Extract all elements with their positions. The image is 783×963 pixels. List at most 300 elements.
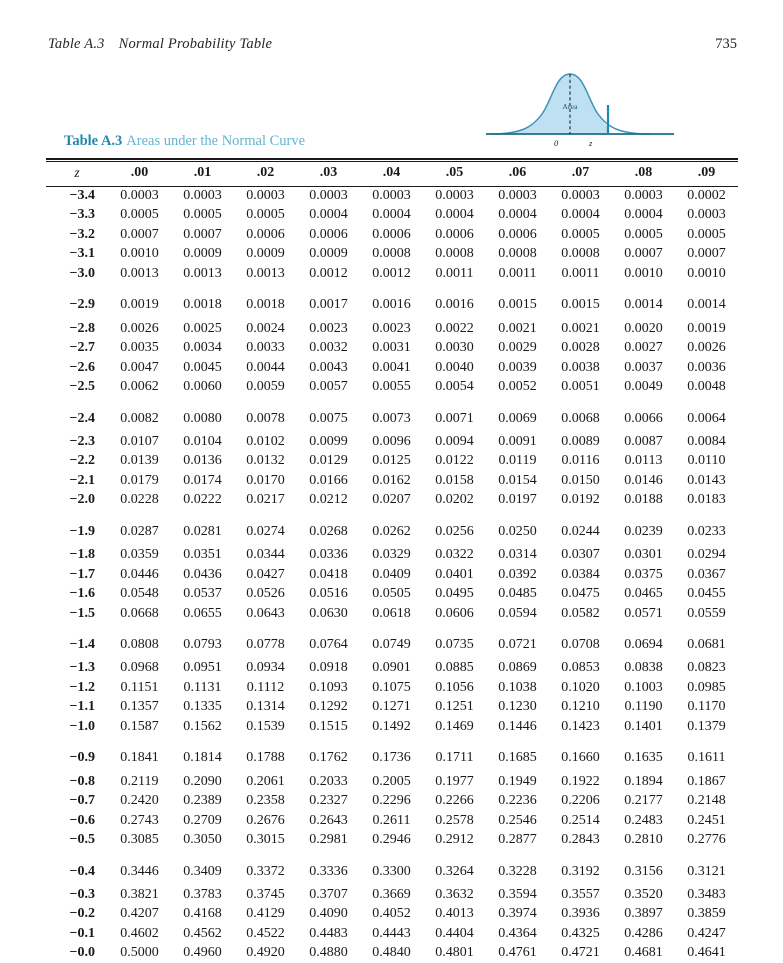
table-cell: 0.4129: [246, 906, 285, 922]
table-cell: 0.0071: [435, 410, 474, 426]
row-header-z: −0.4: [69, 863, 95, 879]
table-cell: 0.0104: [183, 433, 222, 449]
table-cell: 0.0019: [120, 297, 159, 313]
table-cell: 0.3520: [624, 886, 663, 902]
table-row: [46, 358, 738, 377]
table-cell: 0.1335: [183, 699, 222, 715]
table-cell: 0.0034: [183, 340, 222, 356]
table-cell: 0.0016: [372, 297, 411, 313]
table-cell: 0.4681: [624, 945, 663, 961]
table-cell: 0.0055: [372, 379, 411, 395]
table-cell: 0.0087: [624, 433, 663, 449]
table-cell: 0.0582: [561, 605, 600, 621]
table-cell: 0.0014: [687, 297, 726, 313]
table-cell: 0.0002: [687, 188, 726, 203]
table-cell: 0.2061: [246, 773, 285, 789]
table-cell: 0.0060: [183, 379, 222, 395]
table-cell: 0.0022: [435, 320, 474, 336]
table-cell: 0.0143: [687, 472, 726, 488]
table-cell: 0.1922: [561, 773, 600, 789]
table-cell: 0.1635: [624, 750, 663, 766]
table-cell: 0.0030: [435, 340, 474, 356]
table-cell: 0.0003: [246, 188, 285, 203]
table-cell: 0.1562: [183, 718, 222, 734]
table-cell: 0.0495: [435, 586, 474, 602]
table-cell: 0.0048: [687, 379, 726, 395]
table-cell: 0.0968: [120, 660, 159, 676]
table-cell: 0.0146: [624, 472, 663, 488]
table-cell: 0.2546: [498, 812, 537, 828]
normal-probability-table: [46, 158, 738, 963]
table-cell: 0.0004: [309, 207, 348, 223]
table-row: [46, 319, 738, 338]
table-cell: 0.1515: [309, 718, 348, 734]
table-cell: 0.0004: [435, 207, 474, 223]
table-cell: 0.0505: [372, 586, 411, 602]
table-cell: 0.0003: [435, 188, 474, 203]
normal-curve-figure: [484, 62, 680, 150]
table-cell: 0.0005: [624, 226, 663, 242]
table-cell: 0.1379: [687, 718, 726, 734]
table-cell: 0.0212: [309, 492, 348, 508]
table-cell: 0.1587: [120, 718, 159, 734]
table-cell: 0.1660: [561, 750, 600, 766]
table-cell: 0.0049: [624, 379, 663, 395]
table-cell: 0.0052: [498, 379, 537, 395]
column-header-05: .05: [445, 165, 464, 180]
table-cell: 0.3121: [687, 863, 726, 879]
table-cell: 0.1210: [561, 699, 600, 715]
table-row: [46, 717, 738, 736]
table-cell: 0.0359: [120, 547, 159, 563]
table-cell: 0.3446: [120, 863, 159, 879]
table-cell: 0.0367: [687, 566, 726, 582]
table-cell: 0.1685: [498, 750, 537, 766]
normal-probability-table-wrapper: [46, 158, 738, 963]
table-cell: 0.4090: [309, 906, 348, 922]
table-header-row: [46, 163, 738, 186]
table-row: [46, 338, 738, 357]
table-cell: 0.0073: [372, 410, 411, 426]
table-cell: 0.0749: [372, 637, 411, 652]
table-cell: 0.0018: [183, 297, 222, 313]
table-cell: 0.0009: [309, 246, 348, 262]
table-cell: 0.2877: [498, 832, 537, 848]
table-cell: 0.0446: [120, 566, 159, 582]
table-row: [46, 264, 738, 283]
table-cell: 0.0003: [687, 207, 726, 223]
table-cell: 0.4364: [498, 925, 537, 941]
table-cell: 0.3594: [498, 886, 537, 902]
table-row: [46, 924, 738, 943]
table-cell: 0.0401: [435, 566, 474, 582]
caption-title: Areas under the Normal Curve: [126, 133, 306, 149]
table-cell: 0.0179: [120, 472, 159, 488]
table-body: [46, 186, 738, 963]
table-cell: 0.0036: [687, 359, 726, 375]
table-cell: 0.0548: [120, 586, 159, 602]
table-cell: 0.1611: [687, 750, 726, 766]
table-caption: [64, 133, 305, 150]
table-cell: 0.0014: [624, 297, 663, 313]
table-cell: 0.2266: [435, 793, 474, 809]
table-cell: 0.0287: [120, 523, 159, 539]
table-cell: 0.0080: [183, 410, 222, 426]
table-cell: 0.4840: [372, 945, 411, 961]
table-cell: 0.0096: [372, 433, 411, 449]
table-cell: 0.4207: [120, 906, 159, 922]
column-header-03: .03: [319, 165, 338, 180]
table-cell: 0.0102: [246, 433, 285, 449]
table-cell: 0.0026: [120, 320, 159, 336]
table-cell: 0.2676: [246, 812, 285, 828]
table-cell: 0.0023: [372, 320, 411, 336]
table-cell: 0.0075: [309, 410, 348, 426]
table-cell: 0.0207: [372, 492, 411, 508]
table-cell: 0.0069: [498, 410, 537, 426]
table-cell: 0.1357: [120, 699, 159, 715]
table-cell: 0.1093: [309, 679, 348, 695]
table-cell: 0.4761: [498, 945, 537, 961]
table-cell: 0.1056: [435, 679, 474, 695]
table-cell: 0.1814: [183, 750, 222, 766]
table-cell: 0.0322: [435, 547, 474, 563]
table-cell: 0.0116: [561, 453, 600, 469]
table-cell: 0.0694: [624, 637, 663, 652]
table-row: [46, 584, 738, 603]
row-header-z: −2.5: [69, 379, 95, 395]
table-cell: 0.0250: [498, 523, 537, 539]
table-cell: 0.0007: [120, 226, 159, 242]
table-cell: 0.1949: [498, 773, 537, 789]
table-cell: 0.0132: [246, 453, 285, 469]
table-cell: 0.4483: [309, 925, 348, 941]
table-cell: 0.3821: [120, 886, 159, 902]
table-cell: 0.0336: [309, 547, 348, 563]
table-cell: 0.0314: [498, 547, 537, 563]
table-cell: 0.0068: [561, 410, 600, 426]
table-cell: 0.0005: [183, 207, 222, 223]
table-cell: 0.0057: [309, 379, 348, 395]
row-header-z: −1.6: [69, 586, 95, 602]
row-header-z: −0.1: [69, 925, 95, 941]
row-header-z: −2.7: [69, 340, 95, 356]
curve-z-label: z: [589, 138, 593, 148]
table-cell: 0.0013: [120, 265, 159, 281]
column-header-z: z: [74, 165, 80, 180]
column-header-07: .07: [571, 165, 590, 180]
table-row: [46, 604, 738, 623]
row-header-z: −1.4: [69, 637, 95, 652]
row-header-z: −1.2: [69, 679, 95, 695]
table-cell: 0.0015: [498, 297, 537, 313]
table-cell: 0.0217: [246, 492, 285, 508]
table-cell: 0.3336: [309, 863, 348, 879]
table-cell: 0.0009: [183, 246, 222, 262]
table-cell: 0.4247: [687, 925, 726, 941]
table-cell: 0.0059: [246, 379, 285, 395]
table-cell: 0.1131: [183, 679, 222, 695]
table-cell: 0.4168: [183, 906, 222, 922]
table-cell: 0.3974: [498, 906, 537, 922]
table-cell: 0.0004: [498, 207, 537, 223]
table-cell: 0.3783: [183, 886, 222, 902]
table-cell: 0.0262: [372, 523, 411, 539]
table-cell: 0.0012: [309, 265, 348, 281]
table-cell: 0.0778: [246, 637, 285, 652]
table-cell: 0.0375: [624, 566, 663, 582]
table-cell: 0.0099: [309, 433, 348, 449]
table-cell: 0.0031: [372, 340, 411, 356]
table-cell: 0.2389: [183, 793, 222, 809]
table-cell: 0.0051: [561, 379, 600, 395]
column-header-02: .02: [256, 165, 275, 180]
table-cell: 0.2743: [120, 812, 159, 828]
table-cell: 0.3632: [435, 886, 474, 902]
table-cell: 0.1230: [498, 699, 537, 715]
table-cell: 0.2358: [246, 793, 285, 809]
table-cell: 0.0351: [183, 547, 222, 563]
table-cell: 0.3050: [183, 832, 222, 848]
table-cell: 0.0005: [561, 226, 600, 242]
table-cell: 0.5000: [120, 945, 159, 961]
table-row: [46, 471, 738, 490]
table-cell: 0.0901: [372, 660, 411, 676]
table-cell: 0.0985: [687, 679, 726, 695]
table-cell: 0.0136: [183, 453, 222, 469]
table-cell: 0.2206: [561, 793, 600, 809]
table-cell: 0.0023: [309, 320, 348, 336]
table-cell: 0.0005: [687, 226, 726, 242]
table-top-double-rule: [46, 158, 738, 162]
table-row: [46, 205, 738, 224]
table-cell: 0.0010: [120, 246, 159, 262]
row-header-z: −1.3: [69, 660, 95, 676]
table-cell: 0.0011: [435, 265, 474, 281]
table-cell: 0.0256: [435, 523, 474, 539]
table-cell: 0.0021: [561, 320, 600, 336]
row-header-z: −3.3: [69, 207, 95, 223]
table-cell: 0.0025: [183, 320, 222, 336]
table-cell: 0.0166: [309, 472, 348, 488]
table-cell: 0.3669: [372, 886, 411, 902]
table-row: [46, 545, 738, 564]
table-row: [46, 850, 738, 885]
table-row: [46, 772, 738, 791]
table-cell: 0.0035: [120, 340, 159, 356]
table-cell: 0.0004: [624, 207, 663, 223]
table-cell: 0.4602: [120, 925, 159, 941]
table-cell: 0.0384: [561, 566, 600, 582]
table-cell: 0.0222: [183, 492, 222, 508]
table-cell: 0.0885: [435, 660, 474, 676]
caption-table-number: Table A.3: [64, 133, 123, 149]
table-cell: 0.0192: [561, 492, 600, 508]
table-cell: 0.2611: [372, 812, 411, 828]
table-cell: 0.0009: [246, 246, 285, 262]
table-cell: 0.0013: [183, 265, 222, 281]
table-cell: 0.1539: [246, 718, 285, 734]
table-cell: 0.0006: [246, 226, 285, 242]
table-row: [46, 244, 738, 263]
table-cell: 0.0020: [624, 320, 663, 336]
table-cell: 0.0951: [183, 660, 222, 676]
table-cell: 0.0537: [183, 586, 222, 602]
table-cell: 0.4404: [435, 925, 474, 941]
table-cell: 0.0066: [624, 410, 663, 426]
table-cell: 0.0571: [624, 605, 663, 621]
table-cell: 0.3859: [687, 906, 726, 922]
table-cell: 0.0721: [498, 637, 537, 652]
table-cell: 0.2451: [687, 812, 726, 828]
table-row: [46, 283, 738, 318]
table-cell: 0.1736: [372, 750, 411, 766]
table-cell: 0.0125: [372, 453, 411, 469]
table-row: [46, 658, 738, 677]
table-cell: 0.0027: [624, 340, 663, 356]
table-cell: 0.0010: [687, 265, 726, 281]
table-cell: 0.2709: [183, 812, 222, 828]
table-cell: 0.2327: [309, 793, 348, 809]
table-cell: 0.4522: [246, 925, 285, 941]
table-cell: 0.1151: [120, 679, 159, 695]
table-cell: 0.2643: [309, 812, 348, 828]
table-cell: 0.0918: [309, 660, 348, 676]
table-row: [46, 623, 738, 658]
table-cell: 0.2033: [309, 773, 348, 789]
table-cell: 0.0202: [435, 492, 474, 508]
table-cell: 0.1762: [309, 750, 348, 766]
table-cell: 0.1492: [372, 718, 411, 734]
table-cell: 0.0045: [183, 359, 222, 375]
table-cell: 0.0008: [561, 246, 600, 262]
table-cell: 0.0003: [561, 188, 600, 203]
column-header-04: .04: [382, 165, 401, 180]
table-cell: 0.2843: [561, 832, 600, 848]
row-header-z: −0.8: [69, 773, 95, 789]
table-cell: 0.1190: [624, 699, 663, 715]
table-row: [46, 490, 738, 509]
table-cell: 0.2483: [624, 812, 663, 828]
table-cell: 0.2420: [120, 793, 159, 809]
row-header-z: −0.7: [69, 793, 95, 809]
table-cell: 0.1446: [498, 718, 537, 734]
table-cell: 0.0113: [624, 453, 663, 469]
row-header-z: −2.4: [69, 410, 95, 426]
table-cell: 0.1894: [624, 773, 663, 789]
table-cell: 0.3372: [246, 863, 285, 879]
table-cell: 0.0344: [246, 547, 285, 563]
table-cell: 0.0043: [309, 359, 348, 375]
table-row: [46, 225, 738, 244]
row-header-z: −1.1: [69, 699, 95, 715]
table-cell: 0.0764: [309, 637, 348, 652]
table-cell: 0.1867: [687, 773, 726, 789]
table-cell: 0.0062: [120, 379, 159, 395]
table-cell: 0.1112: [246, 679, 285, 695]
table-row: [46, 736, 738, 771]
table-cell: 0.0708: [561, 637, 600, 652]
table-cell: 0.0643: [246, 605, 285, 621]
column-header-08: .08: [634, 165, 653, 180]
table-cell: 0.0233: [687, 523, 726, 539]
table-cell: 0.0418: [309, 566, 348, 582]
row-header-z: −1.7: [69, 566, 95, 582]
table-cell: 0.0032: [309, 340, 348, 356]
table-cell: 0.0793: [183, 637, 222, 652]
table-cell: 0.0006: [435, 226, 474, 242]
column-header-00: .00: [130, 165, 149, 180]
table-cell: 0.2912: [435, 832, 474, 848]
table-cell: 0.2946: [372, 832, 411, 848]
running-head-table-number: Table A.3: [48, 36, 105, 52]
row-header-z: −2.3: [69, 433, 95, 449]
row-header-z: −1.8: [69, 547, 95, 563]
table-cell: 0.0012: [372, 265, 411, 281]
table-cell: 0.0228: [120, 492, 159, 508]
table-cell: 0.0004: [561, 207, 600, 223]
table-cell: 0.0158: [435, 472, 474, 488]
table-cell: 0.0281: [183, 523, 222, 539]
table-row: [46, 830, 738, 849]
table-cell: 0.0307: [561, 547, 600, 563]
row-header-z: −3.1: [69, 246, 95, 262]
table-cell: 0.0465: [624, 586, 663, 602]
table-row: [46, 186, 738, 205]
table-cell: 0.1314: [246, 699, 285, 715]
table-cell: 0.4880: [309, 945, 348, 961]
table-cell: 0.0107: [120, 433, 159, 449]
table-cell: 0.1469: [435, 718, 474, 734]
table-cell: 0.0329: [372, 547, 411, 563]
table-cell: 0.0119: [498, 453, 537, 469]
row-header-z: −2.2: [69, 453, 95, 469]
column-header-09: .09: [697, 165, 716, 180]
table-cell: 0.0606: [435, 605, 474, 621]
curve-zero-label: 0: [554, 138, 559, 148]
table-cell: 0.4920: [246, 945, 285, 961]
table-cell: 0.0044: [246, 359, 285, 375]
table-cell: 0.0853: [561, 660, 600, 676]
table-cell: 0.0041: [372, 359, 411, 375]
table-cell: 0.1020: [561, 679, 600, 695]
table-cell: 0.0808: [120, 637, 159, 652]
table-row: [46, 451, 738, 470]
running-head-title: Normal Probability Table: [118, 36, 273, 52]
table-cell: 0.0026: [687, 340, 726, 356]
running-head: [48, 36, 272, 53]
table-cell: 0.1271: [372, 699, 411, 715]
table-row: [46, 565, 738, 584]
table-cell: 0.0011: [561, 265, 600, 281]
table-row: [46, 791, 738, 810]
table-cell: 0.0064: [687, 410, 726, 426]
page-number: 735: [715, 36, 737, 52]
table-cell: 0.1423: [561, 718, 600, 734]
table-cell: 0.2005: [372, 773, 411, 789]
row-header-z: −1.9: [69, 523, 95, 539]
table-cell: 0.0038: [561, 359, 600, 375]
table-cell: 0.2148: [687, 793, 726, 809]
table-cell: 0.0005: [246, 207, 285, 223]
table-cell: 0.3557: [561, 886, 600, 902]
table-row: [46, 885, 738, 904]
table-cell: 0.0475: [561, 586, 600, 602]
table-cell: 0.2776: [687, 832, 726, 848]
table-cell: 0.4801: [435, 945, 474, 961]
row-header-z: −0.5: [69, 832, 95, 848]
table-cell: 0.2177: [624, 793, 663, 809]
